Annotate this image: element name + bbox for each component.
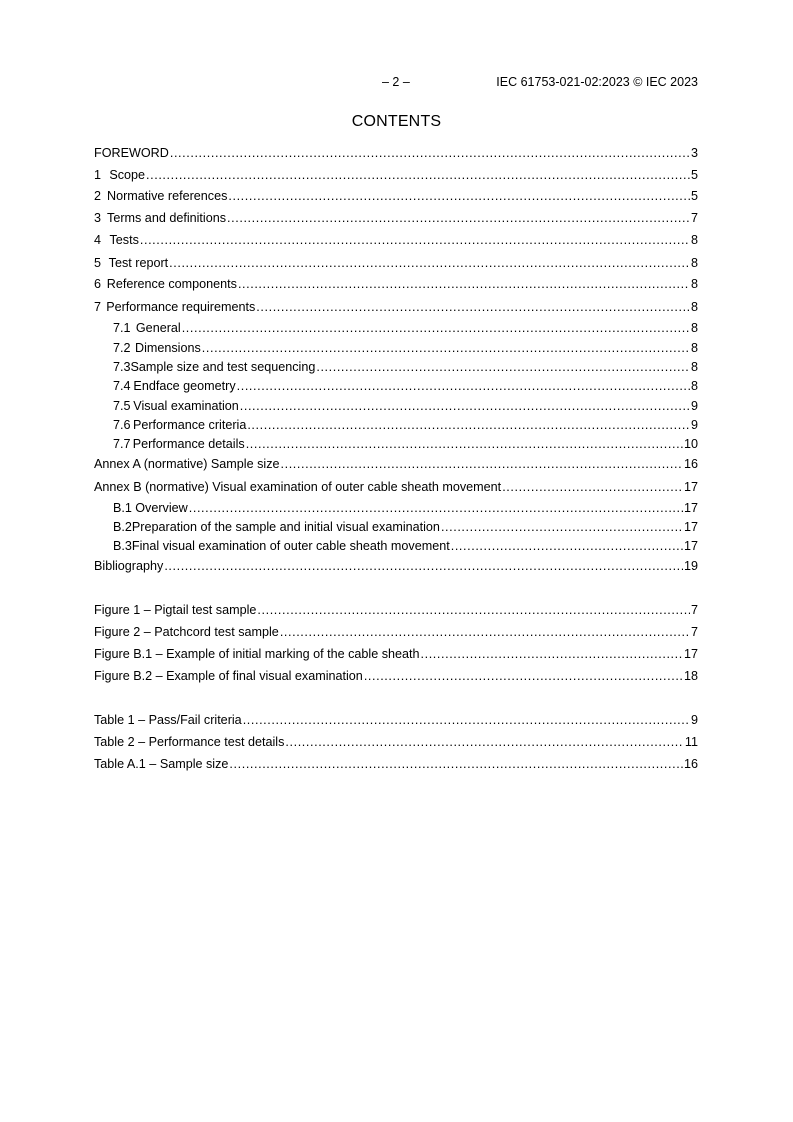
toc-entry[interactable] bbox=[94, 146, 698, 162]
toc-entry-title: FOREWORD bbox=[94, 146, 169, 160]
toc-entry[interactable] bbox=[94, 341, 698, 357]
toc-entry-title: Annex B (normative) Visual examination of outer cable sheath movement bbox=[94, 480, 502, 494]
toc-entry-number: 7 bbox=[94, 300, 102, 314]
page-header bbox=[94, 75, 698, 93]
toc-entry[interactable] bbox=[94, 256, 698, 272]
toc-entry-title: Final visual examination of outer cable sheath movement bbox=[131, 539, 450, 553]
toc-entry-page: 8 bbox=[690, 379, 698, 393]
toc-entry[interactable] bbox=[94, 539, 698, 555]
table-list-entry[interactable] bbox=[94, 713, 698, 729]
toc-entry-page: 8 bbox=[690, 360, 698, 374]
toc-entry-title: Table 1 – Pass/Fail criteria bbox=[94, 713, 242, 727]
toc-entry-number: 7.7 bbox=[113, 437, 131, 451]
toc-entry[interactable] bbox=[94, 437, 698, 453]
toc-entry-title: Table 2 – Performance test details bbox=[94, 735, 285, 749]
toc-entry[interactable] bbox=[94, 457, 698, 473]
figure-list-entry[interactable] bbox=[94, 669, 698, 685]
document-id: IEC 61753-021-02:2023 © IEC 2023 bbox=[496, 75, 698, 89]
toc-entry-title: Overview bbox=[135, 501, 188, 515]
toc-entry-title: Visual examination bbox=[133, 399, 239, 413]
page-number: – 2 – bbox=[382, 75, 410, 89]
toc-leader-dots bbox=[243, 713, 690, 727]
toc-entry-title: Normative references bbox=[107, 189, 228, 203]
toc-entry[interactable] bbox=[94, 360, 698, 376]
toc-entry-page: 8 bbox=[690, 341, 698, 355]
toc-leader-dots bbox=[280, 625, 690, 639]
toc-entry-page: 17 bbox=[683, 647, 698, 661]
toc-leader-dots bbox=[182, 321, 690, 335]
toc-leader-dots bbox=[169, 256, 690, 270]
toc-entry[interactable] bbox=[94, 189, 698, 205]
toc-entry-page: 17 bbox=[683, 501, 698, 515]
toc-entry[interactable] bbox=[94, 399, 698, 415]
toc-leader-dots bbox=[240, 399, 690, 413]
toc-entry-page: 7 bbox=[690, 625, 698, 639]
toc-entry-number: 4 bbox=[94, 233, 102, 247]
toc-entry-title: Performance criteria bbox=[132, 418, 247, 432]
toc-leader-dots bbox=[281, 457, 683, 471]
toc-entry-number: 2 bbox=[94, 189, 102, 203]
toc-entry-number: B.1 bbox=[113, 501, 132, 515]
toc-leader-dots bbox=[421, 647, 683, 661]
toc-entry-number: 7.2 bbox=[113, 341, 131, 355]
toc-entry-page: 18 bbox=[683, 669, 698, 683]
toc-entry[interactable] bbox=[94, 277, 698, 293]
toc-entry-title: Bibliography bbox=[94, 559, 164, 573]
toc-entry-page: 19 bbox=[683, 559, 698, 573]
toc-leader-dots bbox=[227, 211, 690, 225]
toc-leader-dots bbox=[202, 341, 690, 355]
toc-leader-dots bbox=[189, 501, 683, 515]
toc-entry-number: 7.5 bbox=[113, 399, 131, 413]
toc-entry-page: 3 bbox=[690, 146, 698, 160]
toc-leader-dots bbox=[451, 539, 683, 553]
toc-entry-number: 6 bbox=[94, 277, 102, 291]
toc-entry-number: 1 bbox=[94, 168, 102, 182]
toc-entry[interactable] bbox=[94, 321, 698, 337]
toc-leader-dots bbox=[246, 437, 683, 451]
toc-leader-dots bbox=[146, 168, 690, 182]
toc-entry-title: Performance details bbox=[132, 437, 245, 451]
toc-leader-dots bbox=[316, 360, 690, 374]
toc-leader-dots bbox=[228, 189, 690, 203]
toc-entry-page: 8 bbox=[690, 277, 698, 291]
toc-entry-title: Figure B.1 – Example of initial marking of the cable sheath bbox=[94, 647, 420, 661]
toc-entry-page: 9 bbox=[690, 713, 698, 727]
toc-entry[interactable] bbox=[94, 168, 698, 184]
toc-leader-dots bbox=[285, 735, 684, 749]
toc-entry-title: Performance requirements bbox=[106, 300, 256, 314]
toc-leader-dots bbox=[238, 277, 690, 291]
toc-entry-title: General bbox=[135, 321, 181, 335]
toc-entry-page: 7 bbox=[690, 211, 698, 225]
toc-leader-dots bbox=[164, 559, 683, 573]
toc-leader-dots bbox=[257, 603, 690, 617]
toc-entry-page: 16 bbox=[683, 457, 698, 471]
toc-entry-title: Terms and definitions bbox=[107, 211, 227, 225]
toc-entry-number: B.2 bbox=[113, 520, 132, 534]
toc-entry-title: Figure 2 – Patchcord test sample bbox=[94, 625, 279, 639]
toc-entry-page: 7 bbox=[690, 603, 698, 617]
toc-entry-page: 17 bbox=[683, 480, 698, 494]
toc-entry-page: 9 bbox=[690, 399, 698, 413]
toc-entry-title: Endface geometry bbox=[133, 379, 236, 393]
toc-entry-number: 5 bbox=[94, 256, 102, 270]
toc-entry[interactable] bbox=[94, 211, 698, 227]
toc-entry-title: Reference components bbox=[106, 277, 237, 291]
toc-entry-title: Figure 1 – Pigtail test sample bbox=[94, 603, 257, 617]
toc-leader-dots bbox=[229, 757, 683, 771]
toc-entry-title: Preparation of the sample and initial visual examination bbox=[131, 520, 440, 534]
toc-leader-dots bbox=[256, 300, 690, 314]
toc-leader-dots bbox=[140, 233, 690, 247]
toc-entry[interactable] bbox=[94, 300, 698, 316]
toc-entry-title: Tests bbox=[109, 233, 139, 247]
toc-entry-number: 3 bbox=[94, 211, 102, 225]
toc-entry-number: 7.1 bbox=[113, 321, 131, 335]
toc-entry-page: 11 bbox=[684, 735, 698, 749]
toc-entry[interactable] bbox=[94, 480, 698, 496]
toc-entry-page: 9 bbox=[690, 418, 698, 432]
toc-leader-dots bbox=[364, 669, 683, 683]
toc-entry-number: 7.6 bbox=[113, 418, 131, 432]
toc-entry-page: 5 bbox=[690, 189, 698, 203]
toc-entry-page: 17 bbox=[683, 539, 698, 553]
toc-leader-dots bbox=[502, 480, 683, 494]
toc-entry-number: 7.4 bbox=[113, 379, 131, 393]
toc-entry-number: B.3 bbox=[113, 539, 132, 553]
toc-entry-page: 10 bbox=[683, 437, 698, 451]
toc-entry-title: Sample size and test sequencing bbox=[130, 360, 316, 374]
toc-entry[interactable] bbox=[94, 418, 698, 434]
toc-entry-title: Dimensions bbox=[134, 341, 201, 355]
toc-leader-dots bbox=[441, 520, 683, 534]
page-title: CONTENTS bbox=[351, 113, 442, 130]
toc-leader-dots bbox=[247, 418, 690, 432]
toc-entry-title: Annex A (normative) Sample size bbox=[94, 457, 280, 471]
toc-entry-page: 8 bbox=[690, 321, 698, 335]
figure-list-entry[interactable] bbox=[94, 625, 698, 641]
table-list-entry[interactable] bbox=[94, 735, 698, 751]
toc-entry[interactable] bbox=[94, 379, 698, 395]
toc-entry[interactable] bbox=[94, 501, 698, 517]
toc-entry-page: 5 bbox=[690, 168, 698, 182]
toc-entry-page: 17 bbox=[683, 520, 698, 534]
toc-entry[interactable] bbox=[94, 233, 698, 249]
figure-list-entry[interactable] bbox=[94, 647, 698, 663]
toc-entry-title: Test report bbox=[108, 256, 169, 270]
toc-entry-title: Scope bbox=[109, 168, 146, 182]
toc-entry-title: Figure B.2 – Example of final visual examination bbox=[94, 669, 363, 683]
toc-entry[interactable] bbox=[94, 520, 698, 536]
toc-entry-page: 8 bbox=[690, 233, 698, 247]
toc-entry-number: 7.3 bbox=[113, 360, 131, 374]
table-list-entry[interactable] bbox=[94, 757, 698, 773]
toc-entry-page: 8 bbox=[690, 300, 698, 314]
toc-entry[interactable] bbox=[94, 559, 698, 575]
toc-leader-dots bbox=[237, 379, 690, 393]
figure-list-entry[interactable] bbox=[94, 603, 698, 619]
toc-entry-title: Table A.1 – Sample size bbox=[94, 757, 229, 771]
toc-entry-page: 16 bbox=[683, 757, 698, 771]
toc-leader-dots bbox=[170, 146, 690, 160]
toc-entry-page: 8 bbox=[690, 256, 698, 270]
